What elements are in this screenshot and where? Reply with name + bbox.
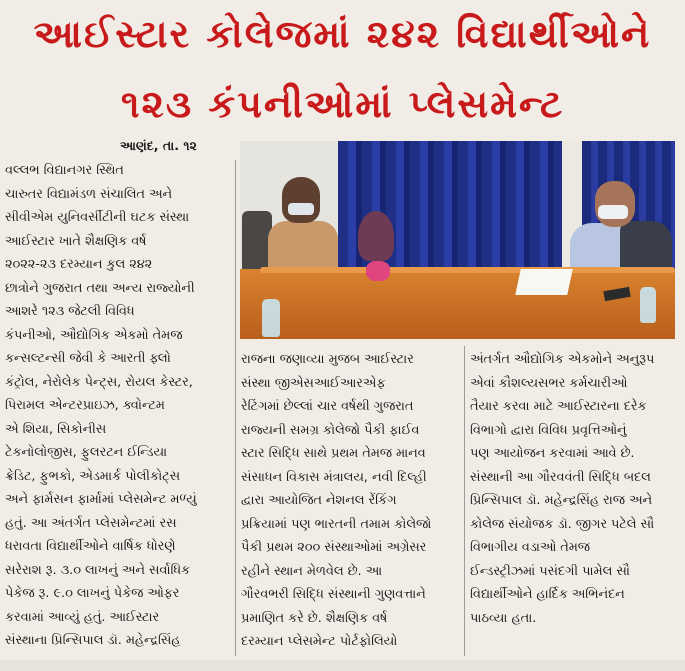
article-line: રહીને સ્થાન મેળવેલ છે. આ <box>241 563 382 579</box>
article-line: પૈકી પ્રથમ ૨૦૦ સંસ્થાઓમાં અગ્રેસર <box>241 540 427 555</box>
article-line: કન્સલ્ટન્સી જેવી કે આરતી ફ્લો <box>5 351 171 366</box>
ribbon <box>366 261 390 281</box>
article-line: વિભાગીય વડાઓ તેમજ <box>470 540 590 555</box>
article-line: સ્ટાર સિદ્ધિ સાથે પ્રથમ તેમજ માનવ <box>241 446 426 461</box>
article-line: છાત્રોને ગુજરાત તથા અન્ય રાજ્યોની <box>5 280 195 296</box>
water-bottle <box>640 287 656 323</box>
article-line: એવાં કૌશલ્યસભર કર્મચારીઓ <box>470 375 628 391</box>
student-head <box>282 177 320 223</box>
face-mask <box>288 203 314 215</box>
article-line: આઈસ્ટાર ખાતે શૈક્ષણિક વર્ષ <box>5 233 147 249</box>
article-line: ચારુતર વિદ્યામંડળ સંચાલિત અને <box>5 186 172 202</box>
article-line: કંટ્રોલ, નેરોલેક પેન્ટ્સ, રોયલ કેસ્ટર, <box>5 374 193 390</box>
article-line: વલ્લભ વિદ્યાનગર સ્થિત <box>5 163 124 178</box>
article-line: ઈન્ડસ્ટ્રીઝમાં પસંદગી પામેલ સૌ <box>470 563 630 579</box>
face-mask <box>598 205 628 219</box>
article-line: હતું. આ અંતર્ગત પ્લેસમેન્ટમાં રસ <box>5 515 177 531</box>
article-line: પેકેજ રૂ. ૯.૦ લાખનું પેકેજ ઓફર <box>5 586 180 601</box>
principal-head <box>595 181 635 227</box>
article-line: સંસાધન વિકાસ મંત્રાલય, નવી દિલ્હી <box>241 469 427 485</box>
article-line: સંસ્થાના પ્રિન્સિપાલ ડૉ. મહેન્દ્રસિંહ <box>5 633 181 648</box>
article-column-1 <box>5 159 231 653</box>
article-line: રાજ્યની સમગ્ર કોલેજો પૈકી ફાઈવ <box>241 422 420 438</box>
article-line: ક્રેડિટ, ફુભકો, એડમાર્ક પોલીકોટ્સ <box>5 468 180 484</box>
article-line: પ્રમાણિત કરે છે. શૈક્ષણિક વર્ષ <box>241 610 388 626</box>
headline-line-1: આઈસ્ટાર કોલેજમાં ૨૪૨ વિદ્યાર્થીઓને <box>33 12 652 56</box>
article-line: સંસ્થાની આ ગૌરવવંતી સિદ્ધિ બદલ <box>470 469 651 485</box>
article-line: રાજના જણાવ્યા મુજબ આઈસ્ટાર <box>241 352 414 367</box>
headline-line-2: ૧૨૩ કંપનીઓમાં પ્લેસમેન્ટ <box>120 82 565 126</box>
article-line: ધરાવતા વિદ્યાર્થીઓને વાર્ષિક ધોરણે <box>5 539 176 554</box>
article-line: સરેરાશ રૂ. ૩.૦ લાખનું અને સર્વાધિક <box>5 562 191 578</box>
dateline: આણંદ, તા. ૧૨ <box>120 138 197 153</box>
article-line: સીવીએમ યુનિવર્સીટીની ઘટક સંસ્થા <box>5 210 190 225</box>
article-line: વિભાગો દ્વારા વિવિધ પ્રવૃત્તિઓનું <box>470 422 627 438</box>
news-photo <box>240 141 675 339</box>
article-line: પિરામલ એન્ટરપ્રાઇઝ, ક્વોન્ટમ <box>5 398 165 413</box>
bottom-strip <box>0 660 685 671</box>
article-line: પ્રક્રિયામાં પણ ભારતની તમામ કોલેજો <box>241 516 432 532</box>
article-line: એ શિયા, સિકોનીસ <box>5 421 107 437</box>
column-divider <box>464 346 465 656</box>
article-line: તૈયાર કરવા માટે આઈસ્ટારના દરેક <box>470 399 647 414</box>
bouquet <box>358 211 394 261</box>
article-column-3 <box>470 348 682 630</box>
article-line: દરમ્યાન પ્લેસમેન્ટ પોર્ટફોલિયો <box>241 634 398 649</box>
desk <box>240 269 675 339</box>
article-line: કરવામાં આવ્યું હતું. આઈસ્ટાર <box>5 609 160 625</box>
article-line: અને ફાર્મસન ફાર્મામાં પ્લેસમેન્ટ મળ્યું <box>5 492 197 507</box>
article-line: વિદ્યાર્થીઓને હાર્દિક અભિનંદન <box>470 587 625 602</box>
article-line: ગૌરવભરી સિદ્ધિ સંસ્થાની ગુણવત્તાને <box>241 587 426 602</box>
article-line: ૨૦૨૨-૨૩ દરમ્યાન કુલ ૨૪૨ <box>5 257 153 272</box>
article-line: આશરે ૧૨૩ જેટલી વિવિધ <box>5 304 135 319</box>
article-line: રેટિંગમાં છેલ્લાં ચાર વર્ષથી ગુજરાત <box>241 399 414 414</box>
column-divider <box>235 160 236 656</box>
article-line: પણ આયોજન કરવામાં આવે છે. <box>470 446 635 461</box>
water-bottle <box>262 299 280 337</box>
article-line: સંસ્થા જીએસઆઈઆરએફ <box>241 375 386 391</box>
article-line: પ્રિન્સિપાલ ડૉ. મહેન્દ્રસિંહ રાજ અને <box>470 493 653 508</box>
article-line: દ્વારા આયોજિત નેશનલ રેંકિંગ <box>241 493 397 508</box>
article-line: પાઠવ્યા હતા. <box>470 610 537 626</box>
article-line: ટેકનોલોજીસ, ફુલરટન ઈન્ડિયા <box>5 445 168 460</box>
article-column-2 <box>241 348 459 654</box>
article-line: કોલેજ સંયોજક ડૉ. જીગર પટેલે સૌ <box>470 516 655 532</box>
article-line: કંપનીઓ, ઔદ્યોગિક એકમો તેમજ <box>5 327 183 343</box>
papers <box>515 269 573 295</box>
article-line: અંતર્ગત ઔદ્યોગિક એકમોને અનુરૂપ <box>470 352 655 367</box>
